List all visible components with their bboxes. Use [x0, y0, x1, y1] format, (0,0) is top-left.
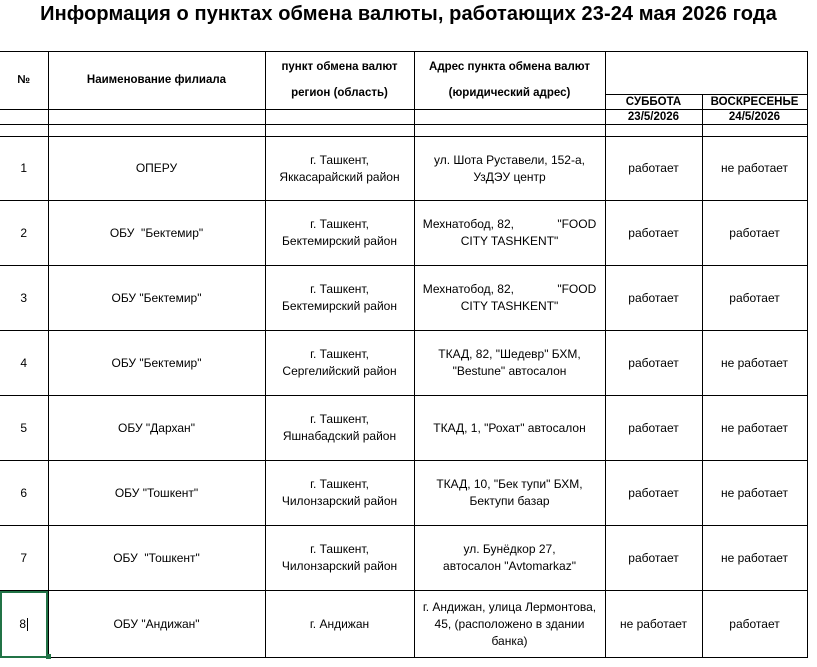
address-cell[interactable]: [414, 201, 605, 266]
row-number-cell[interactable]: [0, 461, 48, 526]
saturday-status: работает: [628, 290, 679, 305]
header-sunday[interactable]: ВОСКРЕСЕНЬЕ: [702, 95, 807, 110]
saturday-status-cell[interactable]: [605, 331, 702, 396]
address-line: CITY TASHKENT": [460, 234, 559, 248]
saturday-status-cell[interactable]: [605, 201, 702, 266]
saturday-status: работает: [628, 485, 679, 500]
address-line: ул. Бунёдкор 27,: [463, 542, 556, 556]
address-line: ул. Шота Руставели, 152-а,: [433, 152, 585, 167]
region-line: г. Андижан: [309, 616, 370, 631]
header-saturday-date[interactable]: 23/5/2026: [605, 110, 702, 125]
saturday-status-cell[interactable]: [605, 266, 702, 331]
address-cell[interactable]: [414, 461, 605, 526]
address-line: банка): [491, 633, 528, 648]
spacer-cell[interactable]: [0, 125, 48, 137]
header-address[interactable]: [414, 52, 605, 110]
address-line: Бектупи базар: [469, 494, 550, 508]
branch-name: ОБУ "Бектемир": [111, 355, 202, 370]
sunday-status: не работает: [720, 355, 789, 370]
address-cell[interactable]: [414, 591, 605, 658]
table-row: [0, 526, 807, 591]
selection-fill-handle[interactable]: [46, 654, 51, 659]
address-line: ТКАД, 82, "Шедевр" БХМ,: [438, 347, 581, 361]
region-line: г. Ташкент,: [310, 412, 369, 426]
header-address-line1: Адрес пункта обмена валют: [429, 61, 590, 73]
header-address-line2: (юридический адрес): [448, 87, 571, 99]
address-line: автосалон "Avtomarkaz": [443, 559, 576, 573]
row-number: 5: [20, 420, 28, 435]
sunday-status-cell[interactable]: [702, 201, 807, 266]
saturday-status: работает: [628, 550, 679, 565]
branch-name-cell[interactable]: [48, 526, 265, 591]
address-cell[interactable]: [414, 526, 605, 591]
sunday-status-cell[interactable]: [702, 137, 807, 201]
saturday-status-cell[interactable]: [605, 526, 702, 591]
branch-name-cell[interactable]: [48, 266, 265, 331]
sunday-status: работает: [729, 225, 780, 240]
row-number: 8: [19, 616, 27, 631]
address-line: ТКАД, 1, "Рохат" автосалон: [433, 420, 586, 435]
address-line: УзДЭУ центр: [473, 169, 546, 184]
row-number-cell[interactable]: [0, 201, 48, 266]
header-saturday[interactable]: СУББОТА: [605, 95, 702, 110]
row-number: 2: [20, 225, 28, 240]
region-line: Чилонзарский район: [281, 559, 398, 573]
header-region-spacer[interactable]: [265, 110, 414, 125]
spacer-cell[interactable]: [265, 125, 414, 137]
branch-name-cell[interactable]: [48, 396, 265, 461]
address-line: Мехнатобод, 82, "FOOD: [422, 282, 597, 296]
region-line: Бектемирский район: [282, 234, 397, 248]
spacer-cell[interactable]: [605, 125, 702, 137]
region-line: Сергелийский район: [282, 364, 397, 378]
row-number-cell[interactable]: [0, 266, 48, 331]
region-line: Бектемирский район: [282, 299, 397, 313]
saturday-status: работает: [628, 161, 679, 175]
row-number-cell[interactable]: [0, 137, 48, 201]
branch-name-cell[interactable]: [48, 461, 265, 526]
table-row: [0, 137, 807, 201]
row-number: 6: [20, 485, 28, 500]
header-branch-spacer[interactable]: [48, 110, 265, 125]
table-row: [0, 201, 807, 266]
region-cell[interactable]: [265, 526, 414, 591]
table-row: [0, 396, 807, 461]
address-line: CITY TASHKENT": [460, 299, 559, 313]
sunday-status: работает: [729, 290, 780, 305]
address-cell[interactable]: [414, 266, 605, 331]
address-cell[interactable]: [414, 137, 605, 201]
address-cell[interactable]: [414, 331, 605, 396]
saturday-status: не работает: [619, 616, 688, 631]
sunday-status-cell[interactable]: [702, 266, 807, 331]
address-line: ТКАД, 10, "Бек тупи" БХМ,: [436, 477, 583, 491]
branch-name: ОБУ "Андижан": [113, 616, 200, 631]
saturday-status: работает: [628, 420, 679, 435]
saturday-status-cell[interactable]: [605, 396, 702, 461]
header-region-line2: регион (область): [291, 87, 388, 99]
address-line: г. Андижан, улица Лермонтова,: [422, 599, 597, 614]
row-number: 3: [20, 290, 28, 305]
branch-name-cell[interactable]: [48, 201, 265, 266]
spacer-cell[interactable]: [702, 125, 807, 137]
region-line: г. Ташкент,: [310, 347, 369, 361]
branch-name: ОБУ "Дархан": [118, 420, 195, 435]
table-row: [0, 461, 807, 526]
header-sunday-date[interactable]: 24/5/2026: [702, 110, 807, 125]
region-cell[interactable]: [265, 396, 414, 461]
branch-name: ОБУ "Тошкент": [114, 485, 199, 500]
address-cell[interactable]: [414, 396, 605, 461]
table-row: [0, 266, 807, 331]
region-cell[interactable]: [265, 201, 414, 266]
branch-name-cell[interactable]: [48, 591, 265, 658]
sunday-status: не работает: [720, 485, 789, 500]
text-cursor: [27, 618, 28, 631]
branch-name-cell[interactable]: [48, 137, 265, 201]
region-line: Чилонзарский район: [281, 494, 398, 508]
row-number: 4: [20, 355, 28, 370]
header-region-line1: пункт обмена валют: [281, 61, 398, 73]
region-cell[interactable]: [265, 266, 414, 331]
saturday-status-cell[interactable]: [605, 591, 702, 658]
branch-name: ОПЕРУ: [135, 161, 178, 175]
sunday-status-cell[interactable]: [702, 591, 807, 658]
row-number: 7: [20, 550, 28, 565]
sunday-status-cell[interactable]: [702, 396, 807, 461]
header-num-spacer[interactable]: [0, 110, 48, 125]
sunday-status: не работает: [720, 161, 789, 175]
region-line: г. Ташкент,: [310, 282, 369, 296]
region-line: Яккасарайский район: [279, 169, 400, 184]
header-branch[interactable]: Наименование филиала: [48, 52, 265, 110]
region-line: г. Ташкент,: [310, 152, 369, 167]
header-days-empty[interactable]: [605, 52, 807, 95]
row-number-cell[interactable]: [0, 591, 48, 658]
saturday-status: работает: [628, 355, 679, 370]
header-num[interactable]: №: [0, 52, 48, 110]
sunday-status: не работает: [720, 550, 789, 565]
row-number-cell[interactable]: [0, 331, 48, 396]
address-line: Мехнатобод, 82, "FOOD: [422, 217, 597, 231]
header-region[interactable]: [265, 52, 414, 110]
saturday-status-cell[interactable]: [605, 137, 702, 201]
region-line: г. Ташкент,: [310, 217, 369, 231]
region-cell[interactable]: [265, 591, 414, 658]
sunday-status-cell[interactable]: [702, 331, 807, 396]
branch-name-cell[interactable]: [48, 331, 265, 396]
saturday-status-cell[interactable]: [605, 461, 702, 526]
table-row: [0, 591, 807, 658]
branch-name: ОБУ "Бектемир": [109, 225, 204, 240]
row-number-cell[interactable]: [0, 526, 48, 591]
table-row: [0, 331, 807, 396]
address-line: 45, (расположено в здании: [434, 616, 585, 631]
saturday-status: работает: [628, 225, 679, 240]
spacer-cell[interactable]: [48, 125, 265, 137]
row-number: 1: [20, 161, 28, 175]
spacer-cell[interactable]: [414, 125, 605, 137]
region-line: г. Ташкент,: [310, 477, 369, 491]
sunday-status: не работает: [720, 420, 789, 435]
region-line: г. Ташкент,: [310, 542, 369, 556]
region-line: Яшнабадский район: [282, 429, 397, 443]
sunday-status-cell[interactable]: [702, 461, 807, 526]
sunday-status: работает: [729, 616, 780, 631]
header-address-spacer[interactable]: [414, 110, 605, 125]
page-title: Информация о пунктах обмена валюты, работающих 23-24 мая 2026 года: [40, 3, 777, 25]
exchange-points-table: [0, 51, 808, 658]
branch-name: ОБУ "Бектемир": [111, 290, 202, 305]
region-cell[interactable]: [265, 331, 414, 396]
row-number-cell[interactable]: [0, 396, 48, 461]
region-cell[interactable]: [265, 461, 414, 526]
branch-name: ОБУ "Тошкент": [113, 550, 200, 565]
address-line: "Bestune" автосалон: [452, 364, 567, 378]
region-cell[interactable]: [265, 137, 414, 201]
sunday-status-cell[interactable]: [702, 526, 807, 591]
